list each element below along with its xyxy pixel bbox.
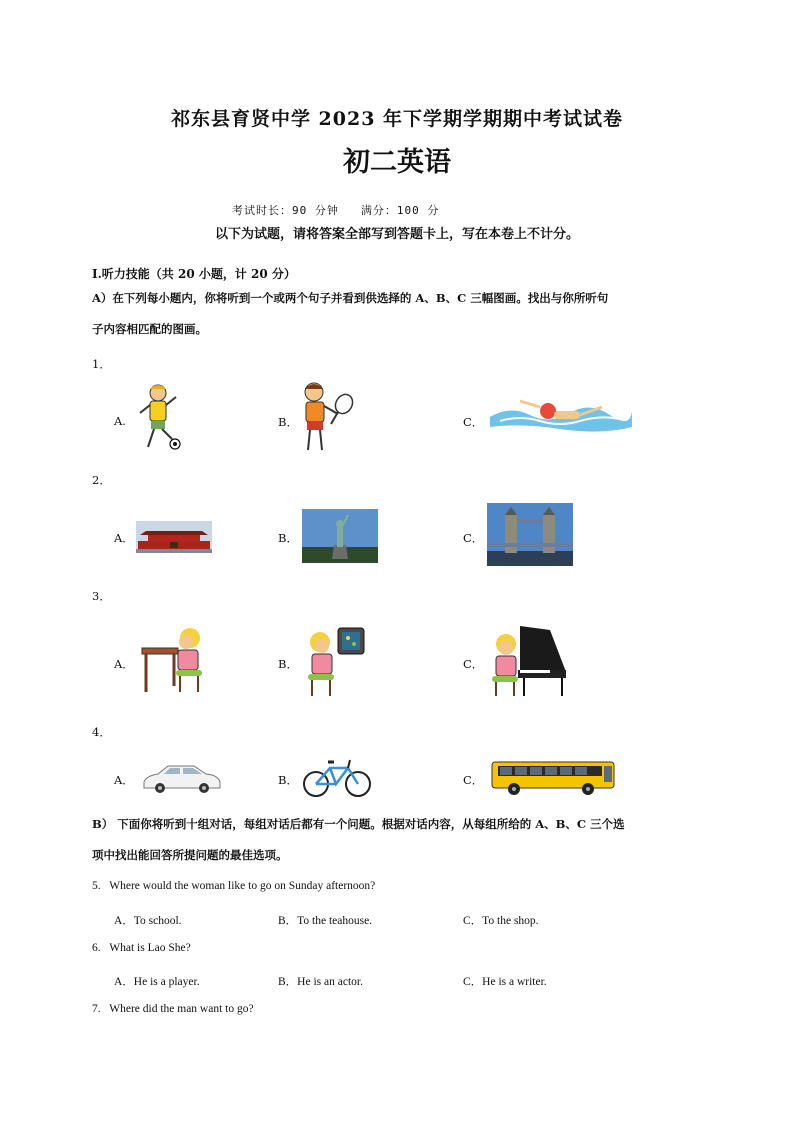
part-a-line-1: A）在下列每小题内，你将听到一个或两个句子并看到供选择的 A、B、C 三幅图画。找出与你所听句 (92, 291, 609, 305)
girl-piano-icon (490, 624, 568, 698)
option-label: A． (114, 773, 134, 787)
boy-soccer-icon (136, 383, 196, 453)
question-text: What is Lao She? (109, 942, 191, 954)
exam-time: 考试时长：90 分钟 (232, 204, 339, 217)
option-label: C． (463, 773, 484, 787)
section-heading: Ⅰ.听力技能（共 20 小题，计 20 分） (92, 267, 296, 281)
answer-option: A．To school. (114, 915, 182, 927)
answer-option: C．To the shop. (463, 915, 539, 927)
question-number: 5. (92, 880, 101, 892)
option-label: C． (463, 657, 484, 671)
option-label: A． (114, 531, 134, 545)
question-number: 4． (92, 725, 111, 739)
question-number: 3． (92, 589, 111, 603)
question-text: Where would the woman like to go on Sunday afternoon? (109, 880, 376, 892)
exam-title: 祁东县育贤中学 2023 年下学期学期期中考试试卷 (170, 108, 624, 130)
part-b-instructions (92, 809, 732, 871)
tiananmen-icon (136, 521, 212, 553)
swimmer-icon (490, 397, 632, 435)
option-label: B． (278, 531, 298, 545)
part-b-line-2: 项中找出能回答所提问题的最佳选项。 (92, 848, 288, 862)
answer-option: A．He is a player. (114, 976, 200, 988)
question-number: 1． (92, 357, 111, 371)
option-label: C． (463, 415, 484, 429)
exam-meta (232, 202, 439, 218)
part-b-line-1: B） 下面你将听到十组对话，每组对话后都有一个问题。根据对话内容，从每组所给的 A、B、C 三个选 (92, 817, 625, 831)
question-number: 7. (92, 1003, 101, 1015)
statue-of-liberty-icon (302, 509, 378, 563)
exam-subject: 初二英语 (343, 147, 451, 178)
option-label: A． (114, 657, 134, 671)
question-number: 2． (92, 473, 111, 487)
option-label: B． (278, 415, 298, 429)
answer-option: C．He is a writer. (463, 976, 547, 988)
tower-bridge-icon (487, 503, 573, 566)
question-7 (92, 1003, 254, 1015)
exam-notice: 以下为试题，请将答案全部写到答题卡上，写在本卷上不计分。 (214, 227, 579, 242)
option-label: C． (463, 531, 484, 545)
part-a-instructions (92, 283, 732, 345)
question-number: 6. (92, 942, 101, 954)
option-label: B． (278, 657, 298, 671)
answer-option: B．He is an actor. (278, 976, 363, 988)
car-icon (140, 762, 222, 794)
bicycle-icon (302, 756, 372, 798)
girl-desk-icon (140, 626, 210, 696)
exam-full-score: 满分：100 分 (360, 204, 440, 217)
part-a-line-2: 子内容相匹配的图画。 (92, 322, 207, 336)
option-label: B． (278, 773, 298, 787)
question-6 (92, 942, 191, 954)
question-5 (92, 880, 375, 892)
question-text: Where did the man want to go? (109, 1003, 254, 1015)
bus-icon (492, 760, 618, 796)
girl-tv-icon (304, 622, 368, 698)
option-label: A. (114, 414, 126, 428)
boy-tennis-icon (298, 380, 358, 455)
answer-option: B．To the teahouse. (278, 915, 373, 927)
